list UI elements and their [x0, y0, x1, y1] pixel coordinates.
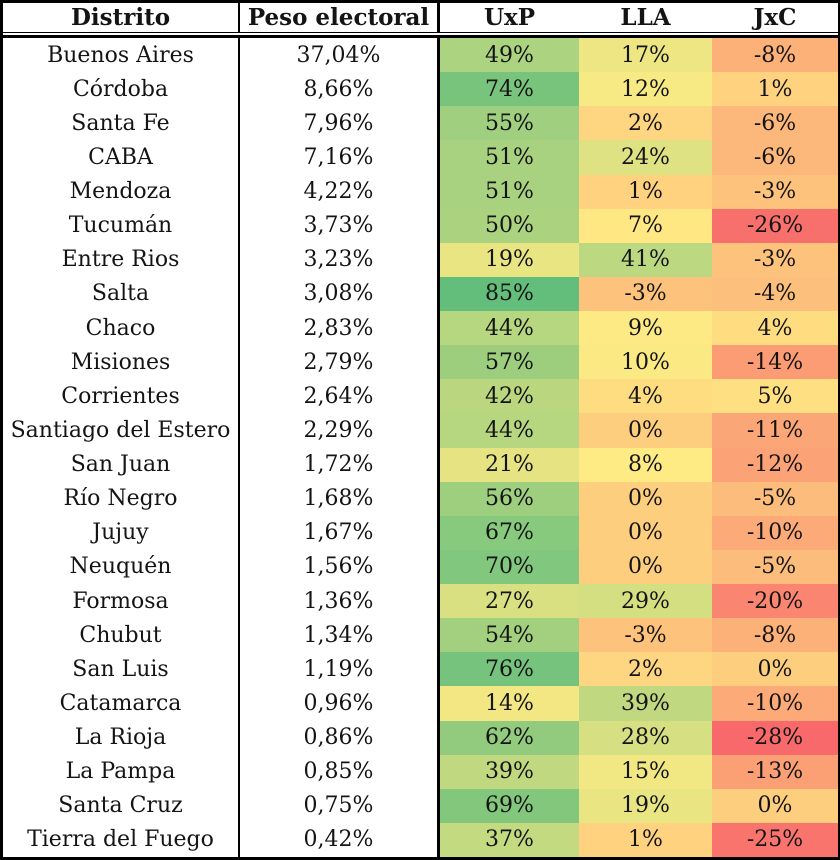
electoral-weight-cell: 1,36%	[240, 584, 440, 618]
table-row	[3, 243, 838, 277]
electoral-weight-cell: 1,67%	[240, 516, 440, 550]
electoral-weight-cell: 3,08%	[240, 277, 440, 311]
table-row	[3, 38, 838, 72]
lla-value-cell: 24%	[579, 140, 712, 174]
lla-value-cell: 7%	[579, 209, 712, 243]
electoral-weight-cell: 1,72%	[240, 448, 440, 482]
jxc-value-cell: -8%	[712, 618, 838, 652]
district-cell: Misiones	[3, 345, 240, 379]
lla-value-cell: 8%	[579, 448, 712, 482]
electoral-weight-cell: 2,64%	[240, 379, 440, 413]
district-cell: Catamarca	[3, 686, 240, 720]
table-row	[3, 721, 838, 755]
jxc-value-cell: -20%	[712, 584, 838, 618]
uxp-value-cell: 62%	[440, 721, 579, 755]
table-row	[3, 175, 838, 209]
lla-value-cell: 12%	[579, 72, 712, 106]
uxp-value-cell: 27%	[440, 584, 579, 618]
table-row	[3, 755, 838, 789]
lla-value-cell: 0%	[579, 482, 712, 516]
district-cell: Córdoba	[3, 72, 240, 106]
lla-value-cell: 2%	[579, 652, 712, 686]
uxp-value-cell: 44%	[440, 413, 579, 447]
table-row	[3, 516, 838, 550]
jxc-value-cell: 0%	[712, 652, 838, 686]
table-row	[3, 277, 838, 311]
uxp-value-cell: 85%	[440, 277, 579, 311]
lla-value-cell: 1%	[579, 823, 712, 857]
jxc-value-cell: 4%	[712, 311, 838, 345]
table-row	[3, 413, 838, 447]
lla-value-cell: 9%	[579, 311, 712, 345]
electoral-weight-cell: 7,96%	[240, 106, 440, 140]
table-row	[3, 106, 838, 140]
table-row	[3, 209, 838, 243]
table-row	[3, 482, 838, 516]
electoral-weight-cell: 37,04%	[240, 38, 440, 72]
district-cell: La Rioja	[3, 721, 240, 755]
district-cell: Mendoza	[3, 175, 240, 209]
electoral-weight-cell: 0,85%	[240, 755, 440, 789]
lla-value-cell: 2%	[579, 106, 712, 140]
jxc-value-cell: 5%	[712, 379, 838, 413]
jxc-value-cell: -26%	[712, 209, 838, 243]
uxp-value-cell: 37%	[440, 823, 579, 857]
uxp-value-cell: 69%	[440, 789, 579, 823]
jxc-value-cell: -28%	[712, 721, 838, 755]
column-header-peso-electoral: Peso electoral	[240, 3, 440, 32]
table-row	[3, 72, 838, 106]
lla-value-cell: 19%	[579, 789, 712, 823]
district-cell: Buenos Aires	[3, 38, 240, 72]
table-row	[3, 584, 838, 618]
lla-value-cell: 0%	[579, 550, 712, 584]
district-cell: Salta	[3, 277, 240, 311]
uxp-value-cell: 39%	[440, 755, 579, 789]
lla-value-cell: 1%	[579, 175, 712, 209]
column-header-lla: LLA	[620, 4, 671, 31]
lla-value-cell: 0%	[579, 516, 712, 550]
district-cell: CABA	[3, 140, 240, 174]
column-header-jxc: JxC	[753, 4, 797, 31]
uxp-value-cell: 14%	[440, 686, 579, 720]
district-cell: San Juan	[3, 448, 240, 482]
table-row	[3, 823, 838, 857]
table-row	[3, 311, 838, 345]
jxc-value-cell: 0%	[712, 789, 838, 823]
electoral-weight-cell: 0,96%	[240, 686, 440, 720]
table-row	[3, 652, 838, 686]
jxc-value-cell: -10%	[712, 516, 838, 550]
lla-value-cell: 4%	[579, 379, 712, 413]
district-cell: San Luis	[3, 652, 240, 686]
table-row	[3, 686, 838, 720]
uxp-value-cell: 56%	[440, 482, 579, 516]
uxp-value-cell: 44%	[440, 311, 579, 345]
lla-value-cell: 29%	[579, 584, 712, 618]
lla-value-cell: 0%	[579, 413, 712, 447]
jxc-value-cell: -13%	[712, 755, 838, 789]
electoral-weight-cell: 4,22%	[240, 175, 440, 209]
table-row	[3, 789, 838, 823]
electoral-weight-cell: 0,42%	[240, 823, 440, 857]
district-cell: Chubut	[3, 618, 240, 652]
uxp-value-cell: 51%	[440, 140, 579, 174]
uxp-value-cell: 54%	[440, 618, 579, 652]
lla-value-cell: -3%	[579, 277, 712, 311]
electoral-weight-cell: 2,83%	[240, 311, 440, 345]
jxc-value-cell: -6%	[712, 106, 838, 140]
electoral-weight-cell: 8,66%	[240, 72, 440, 106]
electoral-weight-cell: 3,73%	[240, 209, 440, 243]
table-row	[3, 448, 838, 482]
district-cell: Formosa	[3, 584, 240, 618]
jxc-value-cell: -5%	[712, 550, 838, 584]
district-cell: La Pampa	[3, 755, 240, 789]
district-cell: Entre Rios	[3, 243, 240, 277]
jxc-value-cell: -14%	[712, 345, 838, 379]
district-cell: Tucumán	[3, 209, 240, 243]
district-cell: Corrientes	[3, 379, 240, 413]
table-row	[3, 379, 838, 413]
lla-value-cell: 41%	[579, 243, 712, 277]
district-cell: Santiago del Estero	[3, 413, 240, 447]
uxp-value-cell: 50%	[440, 209, 579, 243]
lla-value-cell: 15%	[579, 755, 712, 789]
electoral-weight-cell: 0,86%	[240, 721, 440, 755]
electoral-weight-cell: 3,23%	[240, 243, 440, 277]
jxc-value-cell: 1%	[712, 72, 838, 106]
jxc-value-cell: -12%	[712, 448, 838, 482]
lla-value-cell: 10%	[579, 345, 712, 379]
table-body	[3, 38, 838, 857]
electoral-weight-cell: 2,79%	[240, 345, 440, 379]
jxc-value-cell: -25%	[712, 823, 838, 857]
column-header-distrito: Distrito	[3, 3, 240, 32]
electoral-weight-cell: 1,34%	[240, 618, 440, 652]
district-cell: Santa Fe	[3, 106, 240, 140]
lla-value-cell: 17%	[579, 38, 712, 72]
table-row	[3, 345, 838, 379]
lla-value-cell: -3%	[579, 618, 712, 652]
uxp-value-cell: 51%	[440, 175, 579, 209]
electoral-weight-cell: 1,19%	[240, 652, 440, 686]
electoral-weight-cell: 1,68%	[240, 482, 440, 516]
jxc-value-cell: -4%	[712, 277, 838, 311]
lla-value-cell: 39%	[579, 686, 712, 720]
uxp-value-cell: 21%	[440, 448, 579, 482]
uxp-value-cell: 49%	[440, 38, 579, 72]
district-cell: Neuquén	[3, 550, 240, 584]
district-cell: Tierra del Fuego	[3, 823, 240, 857]
jxc-value-cell: -3%	[712, 175, 838, 209]
electoral-weight-cell: 2,29%	[240, 413, 440, 447]
table-row	[3, 550, 838, 584]
district-cell: Río Negro	[3, 482, 240, 516]
jxc-value-cell: -3%	[712, 243, 838, 277]
column-header-uxp: UxP	[483, 4, 536, 31]
uxp-value-cell: 76%	[440, 652, 579, 686]
jxc-value-cell: -8%	[712, 38, 838, 72]
jxc-value-cell: -6%	[712, 140, 838, 174]
lla-value-cell: 28%	[579, 721, 712, 755]
district-cell: Chaco	[3, 311, 240, 345]
table-row	[3, 618, 838, 652]
uxp-value-cell: 67%	[440, 516, 579, 550]
jxc-value-cell: -5%	[712, 482, 838, 516]
district-cell: Jujuy	[3, 516, 240, 550]
jxc-value-cell: -10%	[712, 686, 838, 720]
electoral-weight-cell: 7,16%	[240, 140, 440, 174]
table-header-row	[3, 3, 838, 33]
electoral-weight-cell: 0,75%	[240, 789, 440, 823]
electoral-weight-cell: 1,56%	[240, 550, 440, 584]
uxp-value-cell: 55%	[440, 106, 579, 140]
uxp-value-cell: 42%	[440, 379, 579, 413]
uxp-value-cell: 70%	[440, 550, 579, 584]
jxc-value-cell: -11%	[712, 413, 838, 447]
uxp-value-cell: 74%	[440, 72, 579, 106]
uxp-value-cell: 57%	[440, 345, 579, 379]
district-cell: Santa Cruz	[3, 789, 240, 823]
table-row	[3, 140, 838, 174]
uxp-value-cell: 19%	[440, 243, 579, 277]
